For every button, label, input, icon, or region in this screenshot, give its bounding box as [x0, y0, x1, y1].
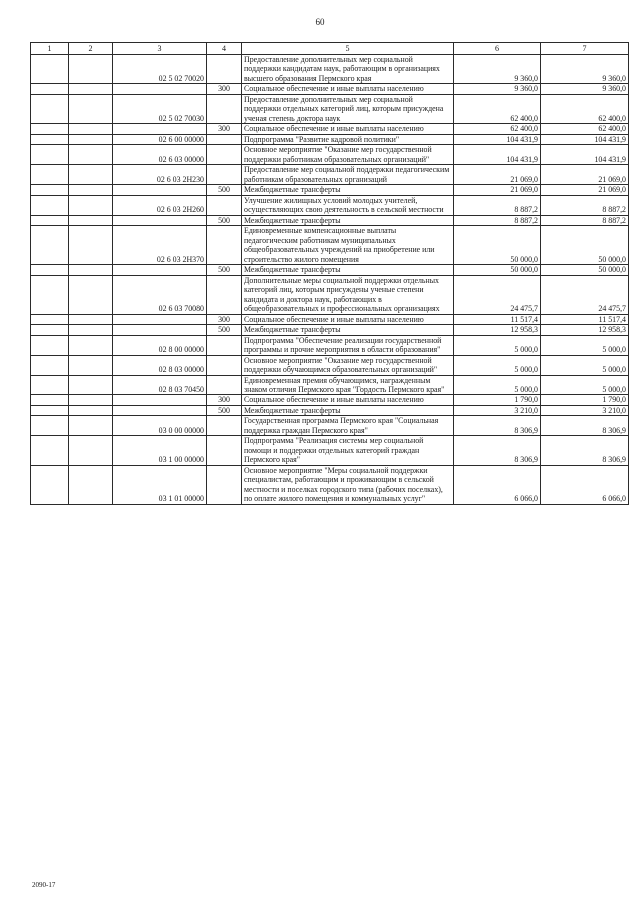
cell-col-1	[31, 165, 69, 185]
cell-name: Подпрограмма "Развитие кадровой политики"	[242, 134, 454, 144]
cell-col-2	[69, 335, 113, 355]
cell-col-1	[31, 124, 69, 134]
cell-amount-2: 9 360,0	[541, 55, 629, 84]
cell-expense-kind	[207, 134, 242, 144]
table-row	[31, 165, 629, 185]
cell-amount-1: 8 306,9	[454, 436, 541, 465]
cell-code: 02 6 03 00000	[113, 145, 207, 165]
table-row	[31, 195, 629, 215]
cell-name: Социальное обеспечение и иные выплаты населению	[242, 314, 454, 324]
cell-col-1	[31, 465, 69, 504]
cell-code	[113, 265, 207, 275]
table-row	[31, 375, 629, 395]
cell-code: 02 8 03 70450	[113, 375, 207, 395]
cell-amount-1: 62 400,0	[454, 124, 541, 134]
cell-code: 02 8 00 00000	[113, 335, 207, 355]
cell-expense-kind	[207, 94, 242, 123]
cell-code: 02 5 02 70020	[113, 55, 207, 84]
header-cell: 1	[31, 43, 69, 55]
cell-col-1	[31, 84, 69, 94]
cell-name: Основное мероприятие "Оказание мер государственной поддержки обучающимся образовательных организаций"	[242, 355, 454, 375]
cell-amount-2: 8 887,2	[541, 215, 629, 225]
cell-amount-1: 21 069,0	[454, 165, 541, 185]
cell-amount-1: 5 000,0	[454, 355, 541, 375]
cell-expense-kind	[207, 275, 242, 314]
cell-amount-1: 11 517,4	[454, 314, 541, 324]
footer-code: 2090-17	[32, 881, 56, 889]
cell-amount-2: 8 306,9	[541, 436, 629, 465]
cell-name: Государственная программа Пермского края "Социальная поддержка граждан Пермского края"	[242, 416, 454, 436]
cell-col-1	[31, 375, 69, 395]
cell-col-2	[69, 124, 113, 134]
cell-name: Предоставление дополнительных мер социальной поддержки кандидатам наук, работающим в организациях высшего образования Пермского края	[242, 55, 454, 84]
cell-col-1	[31, 185, 69, 195]
cell-code	[113, 185, 207, 195]
cell-name: Межбюджетные трансферты	[242, 215, 454, 225]
cell-col-1	[31, 215, 69, 225]
cell-amount-1: 104 431,9	[454, 145, 541, 165]
cell-amount-2: 62 400,0	[541, 124, 629, 134]
cell-expense-kind: 300	[207, 314, 242, 324]
cell-name: Подпрограмма "Обеспечение реализации государственной программы и прочие мероприятия в области образования"	[242, 335, 454, 355]
table-row	[31, 335, 629, 355]
cell-expense-kind	[207, 436, 242, 465]
cell-amount-1: 50 000,0	[454, 226, 541, 265]
cell-code: 03 1 00 00000	[113, 436, 207, 465]
cell-expense-kind	[207, 375, 242, 395]
cell-expense-kind: 500	[207, 265, 242, 275]
cell-expense-kind	[207, 165, 242, 185]
table-row	[31, 94, 629, 123]
cell-col-2	[69, 275, 113, 314]
cell-name: Улучшение жилищных условий молодых учителей, осуществляющих свою деятельность в сельской местности	[242, 195, 454, 215]
cell-amount-2: 8 887,2	[541, 195, 629, 215]
cell-amount-2: 12 958,3	[541, 325, 629, 335]
cell-amount-1: 8 887,2	[454, 215, 541, 225]
header-cell: 2	[69, 43, 113, 55]
cell-amount-2: 104 431,9	[541, 134, 629, 144]
cell-amount-2: 1 790,0	[541, 395, 629, 405]
cell-col-1	[31, 314, 69, 324]
budget-table	[30, 42, 629, 505]
cell-col-2	[69, 94, 113, 123]
cell-amount-2: 6 066,0	[541, 465, 629, 504]
cell-expense-kind	[207, 355, 242, 375]
cell-expense-kind: 300	[207, 395, 242, 405]
cell-col-2	[69, 55, 113, 84]
cell-amount-1: 9 360,0	[454, 84, 541, 94]
cell-name: Межбюджетные трансферты	[242, 265, 454, 275]
cell-col-2	[69, 405, 113, 415]
cell-expense-kind: 300	[207, 84, 242, 94]
table-row	[31, 55, 629, 84]
cell-col-1	[31, 395, 69, 405]
table-row	[31, 226, 629, 265]
cell-amount-1: 62 400,0	[454, 94, 541, 123]
cell-expense-kind	[207, 55, 242, 84]
cell-code: 02 5 02 70030	[113, 94, 207, 123]
table-row	[31, 436, 629, 465]
cell-amount-1: 104 431,9	[454, 134, 541, 144]
cell-code: 02 6 03 2Н260	[113, 195, 207, 215]
cell-col-1	[31, 355, 69, 375]
table-row	[31, 215, 629, 225]
cell-name: Предоставление мер социальной поддержки педагогическим работникам образовательных организаций	[242, 165, 454, 185]
cell-name: Социальное обеспечение и иные выплаты населению	[242, 84, 454, 94]
cell-amount-1: 3 210,0	[454, 405, 541, 415]
cell-col-1	[31, 134, 69, 144]
cell-col-1	[31, 55, 69, 84]
cell-col-1	[31, 436, 69, 465]
table-row	[31, 185, 629, 195]
cell-amount-2: 50 000,0	[541, 265, 629, 275]
cell-col-2	[69, 265, 113, 275]
cell-col-2	[69, 436, 113, 465]
cell-col-2	[69, 375, 113, 395]
cell-col-2	[69, 185, 113, 195]
cell-name: Подпрограмма "Реализация системы мер социальной помощи и поддержки отдельных категорий граждан Пермского края"	[242, 436, 454, 465]
table-row	[31, 134, 629, 144]
cell-name: Основное мероприятие "Меры социальной поддержки специалистам, работающим и проживающим в сельской местности и поселках городского типа (рабочих поселках), по оплате жилого помещения и коммунальных услуг"	[242, 465, 454, 504]
cell-amount-1: 6 066,0	[454, 465, 541, 504]
cell-expense-kind: 500	[207, 325, 242, 335]
cell-code	[113, 395, 207, 405]
cell-amount-2: 104 431,9	[541, 145, 629, 165]
cell-col-2	[69, 165, 113, 185]
cell-code	[113, 325, 207, 335]
cell-code: 02 8 03 00000	[113, 355, 207, 375]
cell-amount-1: 50 000,0	[454, 265, 541, 275]
header-cell: 4	[207, 43, 242, 55]
cell-col-2	[69, 355, 113, 375]
cell-col-1	[31, 416, 69, 436]
cell-col-2	[69, 84, 113, 94]
table-row	[31, 275, 629, 314]
table-row	[31, 465, 629, 504]
cell-col-2	[69, 314, 113, 324]
cell-col-1	[31, 145, 69, 165]
cell-col-2	[69, 145, 113, 165]
cell-code: 02 6 03 70080	[113, 275, 207, 314]
cell-expense-kind	[207, 335, 242, 355]
cell-code: 02 6 03 2Н370	[113, 226, 207, 265]
cell-amount-2: 24 475,7	[541, 275, 629, 314]
cell-name: Предоставление дополнительных мер социальной поддержки отдельных категорий лиц, которым присуждена ученая степень доктора наук	[242, 94, 454, 123]
cell-amount-1: 21 069,0	[454, 185, 541, 195]
cell-code	[113, 215, 207, 225]
cell-col-2	[69, 226, 113, 265]
cell-name: Социальное обеспечение и иные выплаты населению	[242, 395, 454, 405]
cell-code: 03 0 00 00000	[113, 416, 207, 436]
cell-col-2	[69, 134, 113, 144]
cell-expense-kind	[207, 416, 242, 436]
cell-col-1	[31, 226, 69, 265]
cell-code	[113, 124, 207, 134]
cell-amount-2: 5 000,0	[541, 355, 629, 375]
cell-col-2	[69, 325, 113, 335]
table-row	[31, 416, 629, 436]
cell-expense-kind	[207, 145, 242, 165]
table-row	[31, 405, 629, 415]
cell-amount-2: 5 000,0	[541, 375, 629, 395]
table-row	[31, 355, 629, 375]
header-row	[31, 43, 629, 55]
cell-amount-2: 11 517,4	[541, 314, 629, 324]
cell-code	[113, 314, 207, 324]
cell-expense-kind	[207, 195, 242, 215]
cell-amount-2: 21 069,0	[541, 185, 629, 195]
cell-amount-1: 24 475,7	[454, 275, 541, 314]
cell-col-2	[69, 395, 113, 405]
cell-expense-kind: 500	[207, 215, 242, 225]
cell-code: 02 6 00 00000	[113, 134, 207, 144]
table-row	[31, 325, 629, 335]
cell-col-1	[31, 265, 69, 275]
cell-expense-kind	[207, 465, 242, 504]
cell-code	[113, 84, 207, 94]
cell-amount-1: 12 958,3	[454, 325, 541, 335]
cell-amount-2: 5 000,0	[541, 335, 629, 355]
cell-col-2	[69, 416, 113, 436]
header-cell: 7	[541, 43, 629, 55]
cell-code: 02 6 03 2Н230	[113, 165, 207, 185]
cell-amount-1: 8 306,9	[454, 416, 541, 436]
cell-name: Единовременные компенсационные выплаты педагогическим работникам муниципальных общеобразовательных учреждений на приобретение или строительство жилого помещения	[242, 226, 454, 265]
cell-amount-2: 3 210,0	[541, 405, 629, 415]
table-row	[31, 314, 629, 324]
cell-code: 03 1 01 00000	[113, 465, 207, 504]
cell-col-2	[69, 215, 113, 225]
cell-amount-2: 50 000,0	[541, 226, 629, 265]
cell-amount-2: 8 306,9	[541, 416, 629, 436]
cell-amount-2: 9 360,0	[541, 84, 629, 94]
cell-name: Межбюджетные трансферты	[242, 185, 454, 195]
cell-col-1	[31, 94, 69, 123]
cell-name: Дополнительные меры социальной поддержки отдельных категорий лиц, которым присуждены ученые степени кандидата и доктора наук, работающих в общеобразовательных и профессиональных организациях	[242, 275, 454, 314]
cell-amount-1: 5 000,0	[454, 335, 541, 355]
cell-code	[113, 405, 207, 415]
table-row	[31, 84, 629, 94]
cell-name: Межбюджетные трансферты	[242, 405, 454, 415]
table-body	[31, 55, 629, 505]
cell-expense-kind: 500	[207, 405, 242, 415]
cell-col-1	[31, 335, 69, 355]
cell-name: Межбюджетные трансферты	[242, 325, 454, 335]
cell-col-2	[69, 195, 113, 215]
header-cell: 5	[242, 43, 454, 55]
header-cell: 6	[454, 43, 541, 55]
cell-amount-1: 9 360,0	[454, 55, 541, 84]
cell-col-2	[69, 465, 113, 504]
header-cell: 3	[113, 43, 207, 55]
table-row	[31, 145, 629, 165]
cell-amount-2: 62 400,0	[541, 94, 629, 123]
cell-col-1	[31, 275, 69, 314]
cell-col-1	[31, 325, 69, 335]
page-number: 60	[315, 17, 325, 27]
cell-expense-kind: 300	[207, 124, 242, 134]
cell-amount-2: 21 069,0	[541, 165, 629, 185]
cell-name: Единовременная премия обучающимся, награжденным знаком отличия Пермского края "Гордость Пермского края"	[242, 375, 454, 395]
table-row	[31, 124, 629, 134]
table-row	[31, 395, 629, 405]
cell-col-1	[31, 405, 69, 415]
cell-amount-1: 1 790,0	[454, 395, 541, 405]
cell-name: Основное мероприятие "Оказание мер государственной поддержки работникам образовательных организаций"	[242, 145, 454, 165]
cell-amount-1: 8 887,2	[454, 195, 541, 215]
cell-expense-kind: 500	[207, 185, 242, 195]
cell-col-1	[31, 195, 69, 215]
cell-amount-1: 5 000,0	[454, 375, 541, 395]
table-row	[31, 265, 629, 275]
cell-name: Социальное обеспечение и иные выплаты населению	[242, 124, 454, 134]
cell-expense-kind	[207, 226, 242, 265]
